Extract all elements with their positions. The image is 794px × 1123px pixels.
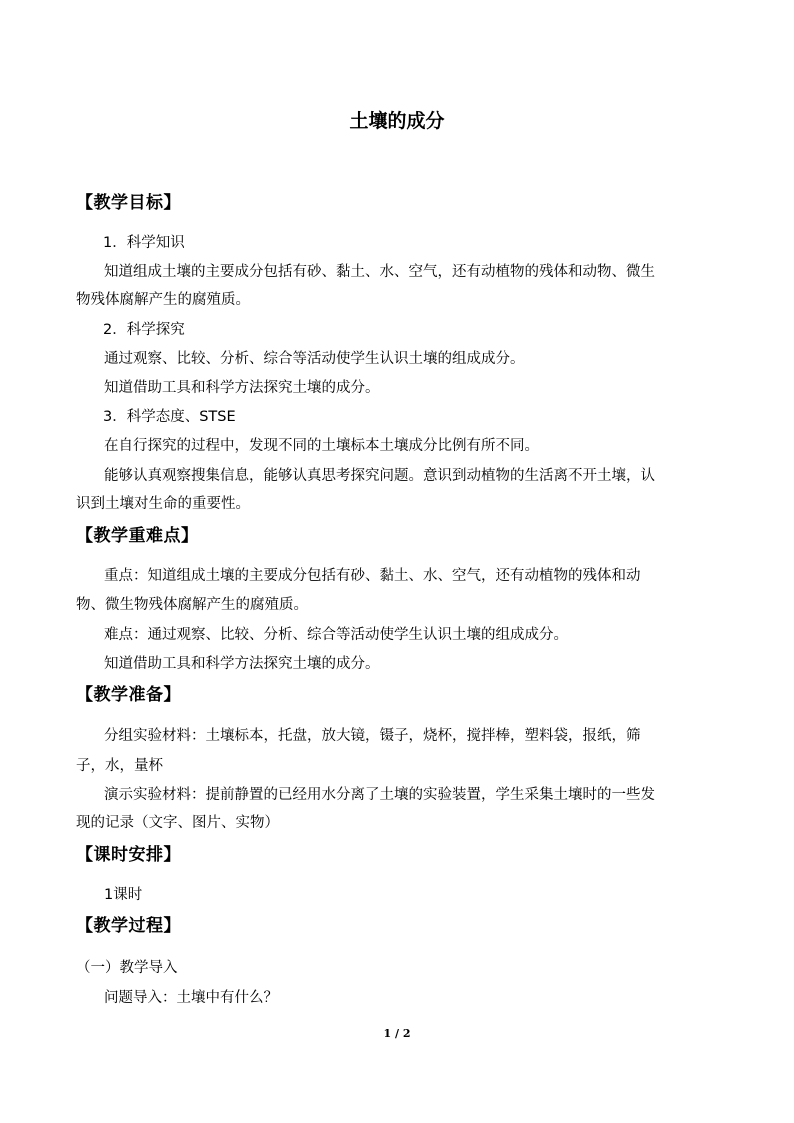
section-heading-process: 【教学过程】	[76, 916, 181, 936]
page-number: 1 / 2	[383, 1027, 411, 1040]
section-heading-key-points: 【教学重难点】	[76, 526, 199, 546]
preparation-demo-materials: 演示实验材料：提前静置的已经用水分离了土壤的实验装置，学生采集土壤时的一些发	[104, 787, 655, 803]
goals-attitude-paragraph-1: 在自行探究的过程中，发现不同的土壤标本土壤成分比例有所不同。	[104, 438, 539, 454]
key-points-difficulty-2: 知道借助工具和科学方法探究土壤的成分。	[104, 656, 380, 672]
goals-subsection-attitude: 3．科学态度、STSE	[103, 409, 236, 425]
document-title: 土壤的成分	[349, 110, 445, 132]
preparation-group-materials: 分组实验材料：土壤标本，托盘，放大镜，镊子，烧杯，搅拌棒，塑料袋，报纸，筛	[104, 728, 641, 744]
section-heading-schedule: 【课时安排】	[76, 845, 181, 865]
goals-knowledge-paragraph: 知道组成土壤的主要成分包括有砂、黏土、水、空气，还有动植物的残体和动物、微生	[104, 264, 655, 280]
key-points-difficulty: 难点：通过观察、比较、分析、综合等活动使学生认识土壤的组成成分。	[104, 627, 568, 643]
goals-inquiry-paragraph-1: 通过观察、比较、分析、综合等活动使学生认识土壤的组成成分。	[104, 351, 525, 367]
section-heading-goals: 【教学目标】	[76, 193, 181, 213]
goals-attitude-paragraph-2-cont: 识到土壤对生命的重要性。	[76, 496, 250, 512]
schedule-hours: 1课时	[104, 887, 143, 903]
goals-inquiry-paragraph-2: 知道借助工具和科学方法探究土壤的成分。	[104, 380, 380, 396]
process-intro-question: 问题导入：土壤中有什么？	[104, 990, 278, 1006]
key-points-focus: 重点：知道组成土壤的主要成分包括有砂、黏土、水、空气，还有动植物的残体和动	[104, 568, 641, 584]
process-subsection-intro: （一）教学导入	[76, 960, 178, 976]
goals-knowledge-paragraph-cont: 物残体腐解产生的腐殖质。	[76, 292, 250, 308]
preparation-demo-materials-cont: 现的记录（文字、图片、实物）	[76, 815, 279, 831]
preparation-group-materials-cont: 子，水，量杯	[76, 758, 163, 774]
goals-subsection-inquiry: 2．科学探究	[103, 322, 185, 338]
goals-subsection-knowledge: 1．科学知识	[103, 235, 185, 251]
goals-attitude-paragraph-2: 能够认真观察搜集信息，能够认真思考探究问题。意识到动植物的生活离不开土壤，认	[104, 468, 655, 484]
section-heading-preparation: 【教学准备】	[76, 685, 181, 705]
key-points-focus-cont: 物、微生物残体腐解产生的腐殖质。	[76, 597, 308, 613]
